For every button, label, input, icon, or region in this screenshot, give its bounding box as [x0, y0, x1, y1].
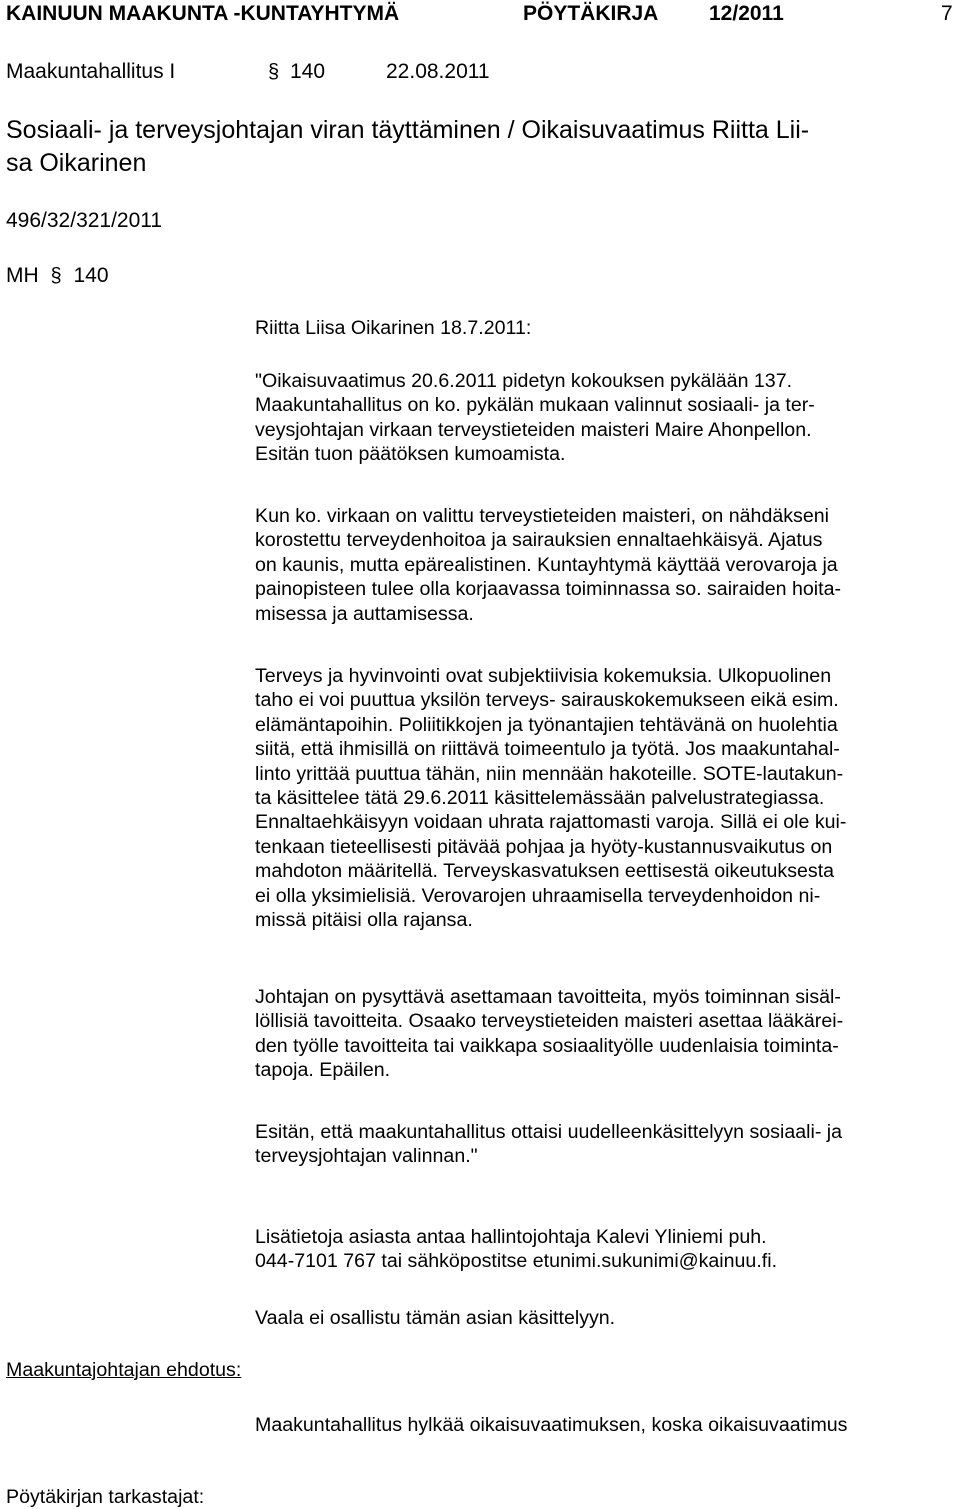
text-line: Lisätietoja asiasta antaa hallintojohtaja Kalevi Yliniemi puh.: [255, 1226, 767, 1248]
text-line: painopisteen tulee olla korjaavassa toiminnassa so. sairaiden hoita-: [255, 578, 841, 601]
text-line: taho ei voi puuttua yksilön terveys- sairauskokemukseen eikä esim.: [255, 689, 839, 712]
text-line: Esitän, että maakuntahallitus ottaisi uudelleenkäsittelyyn sosiaali- ja: [255, 1121, 843, 1143]
text-line: Ennaltaehkäisyyn voidaan uhrata rajattomasti varoja. Sillä ei ole kui-: [255, 811, 847, 834]
section-symbol: §: [268, 61, 280, 83]
title-line: Sosiaali- ja terveysjohtajan viran täyttäminen / Oikaisuvaatimus Riitta Lii-: [6, 116, 810, 144]
text-line: den työlle tavoitteita tai vaikkapa sosiaalityölle uudenlaisia toiminta-: [255, 1034, 839, 1057]
text-line: Maakuntahallitus on ko. pykälän mukaan valinnut sosiaali- ja ter-: [255, 394, 815, 417]
paragraph-appeal-opening: [255, 369, 955, 467]
text-line: 044-7101 767 tai sähköpostitse etunimi.sukunimi@kainuu.fi.: [255, 1250, 778, 1273]
prior-reference-number: 140: [73, 264, 109, 287]
organization-name: KAINUUN MAAKUNTA -KUNTAYHTYMÄ: [6, 2, 400, 25]
text-line: "Oikaisuvaatimus 20.6.2011 pidetyn kokouksen pykälään 137.: [255, 370, 793, 392]
text-line: tenkaan tieteellisesti pitävää pohjaa ja hyöty-kustannusvaikutus on: [255, 835, 833, 858]
text-line: korostettu terveydenhoitoa ja sairauksien ennaltaehkäisyä. Ajatus: [255, 529, 823, 552]
text-line: Kun ko. virkaan on valittu terveystieteiden maisteri, on nähdäkseni: [255, 505, 829, 527]
proposal-text: [255, 1413, 955, 1437]
title-line: sa Oikarinen: [6, 149, 147, 177]
meeting-body: Maakuntahallitus I: [6, 60, 176, 83]
text-line: tapoja. Epäilen.: [255, 1059, 391, 1082]
text-line: Vaala ei osallistu tämän asian käsittelyyn.: [255, 1307, 616, 1329]
text-line: on kaunis, mutta epärealistinen. Kuntayhtymä käyttää verovaroja ja: [255, 553, 838, 576]
text-line: siitä, että ihmisillä on riittävä toimeentulo ja työtä. Jos maakuntahal-: [255, 738, 840, 761]
text-line: veysjohtajan virkaan terveystieteiden maisteri Maire Ahonpellon.: [255, 418, 812, 441]
paragraph-intro: [255, 316, 955, 340]
text-line: ta käsittelee tätä 29.6.2011 käsittelemässään palvelustrategiassa.: [255, 787, 825, 810]
agenda-item-title: [6, 114, 946, 180]
text-line: misessa ja auttamisessa.: [255, 602, 474, 625]
prior-reference: [6, 264, 109, 288]
minutes-checkers-label: Pöytäkirjan tarkastajat:: [6, 1486, 205, 1508]
paragraph-appeal-grounds: [255, 504, 955, 626]
text-line: missä pitäisi olla rajansa.: [255, 909, 473, 932]
document-number: 12/2011: [709, 2, 784, 25]
text-line: Terveys ja hyvinvointi ovat subjektiivisia kokemuksia. Ulkopuolinen: [255, 665, 832, 687]
paragraph-contact-info: [255, 1225, 955, 1274]
case-number: 496/32/321/2011: [6, 209, 163, 232]
page-number: 7: [941, 2, 953, 25]
proposal-label: Maakuntajohtajan ehdotus:: [6, 1359, 242, 1381]
text-line: mahdoton määritellä. Terveyskasvatuksen eettisestä oikeutuksesta: [255, 860, 835, 883]
prior-reference-label: MH: [6, 264, 39, 287]
paragraph-leadership: [255, 985, 955, 1083]
text-line: terveysjohtajan valinnan.": [255, 1145, 478, 1168]
paragraph-disqualification: [255, 1306, 955, 1330]
section-number: 140: [290, 60, 326, 83]
text-line: elämäntapoihin. Poliitikkojen ja työnantajien tehtävänä on huolehtia: [255, 713, 838, 736]
paragraph-health-views: [255, 664, 955, 932]
document-type: PÖYTÄKIRJA: [523, 2, 659, 25]
meeting-date: 22.08.2011: [386, 60, 490, 83]
paragraph-request: [255, 1120, 955, 1169]
meeting-line: [6, 60, 956, 90]
document-header: [6, 2, 956, 32]
text-line: ei olla yksimielisiä. Verovarojen uhraamisella terveydenhoidon ni-: [255, 884, 821, 907]
text-line: Riitta Liisa Oikarinen 18.7.2011:: [255, 317, 532, 339]
section-symbol: §: [50, 265, 62, 287]
text-line: linto yrittää puuttua tähän, niin mennään hakoteille. SOTE-lautakun-: [255, 762, 844, 785]
text-line: Johtajan on pysyttävä asettamaan tavoitteita, myös toiminnan sisäl-: [255, 986, 841, 1008]
text-line: Maakuntahallitus hylkää oikaisuvaatimuksen, koska oikaisuvaatimus: [255, 1414, 848, 1436]
text-line: Esitän tuon päätöksen kumoamista.: [255, 443, 566, 466]
text-line: löllisiä tavoitteita. Osaako terveystieteiden maisteri asettaa lääkärei-: [255, 1010, 844, 1033]
